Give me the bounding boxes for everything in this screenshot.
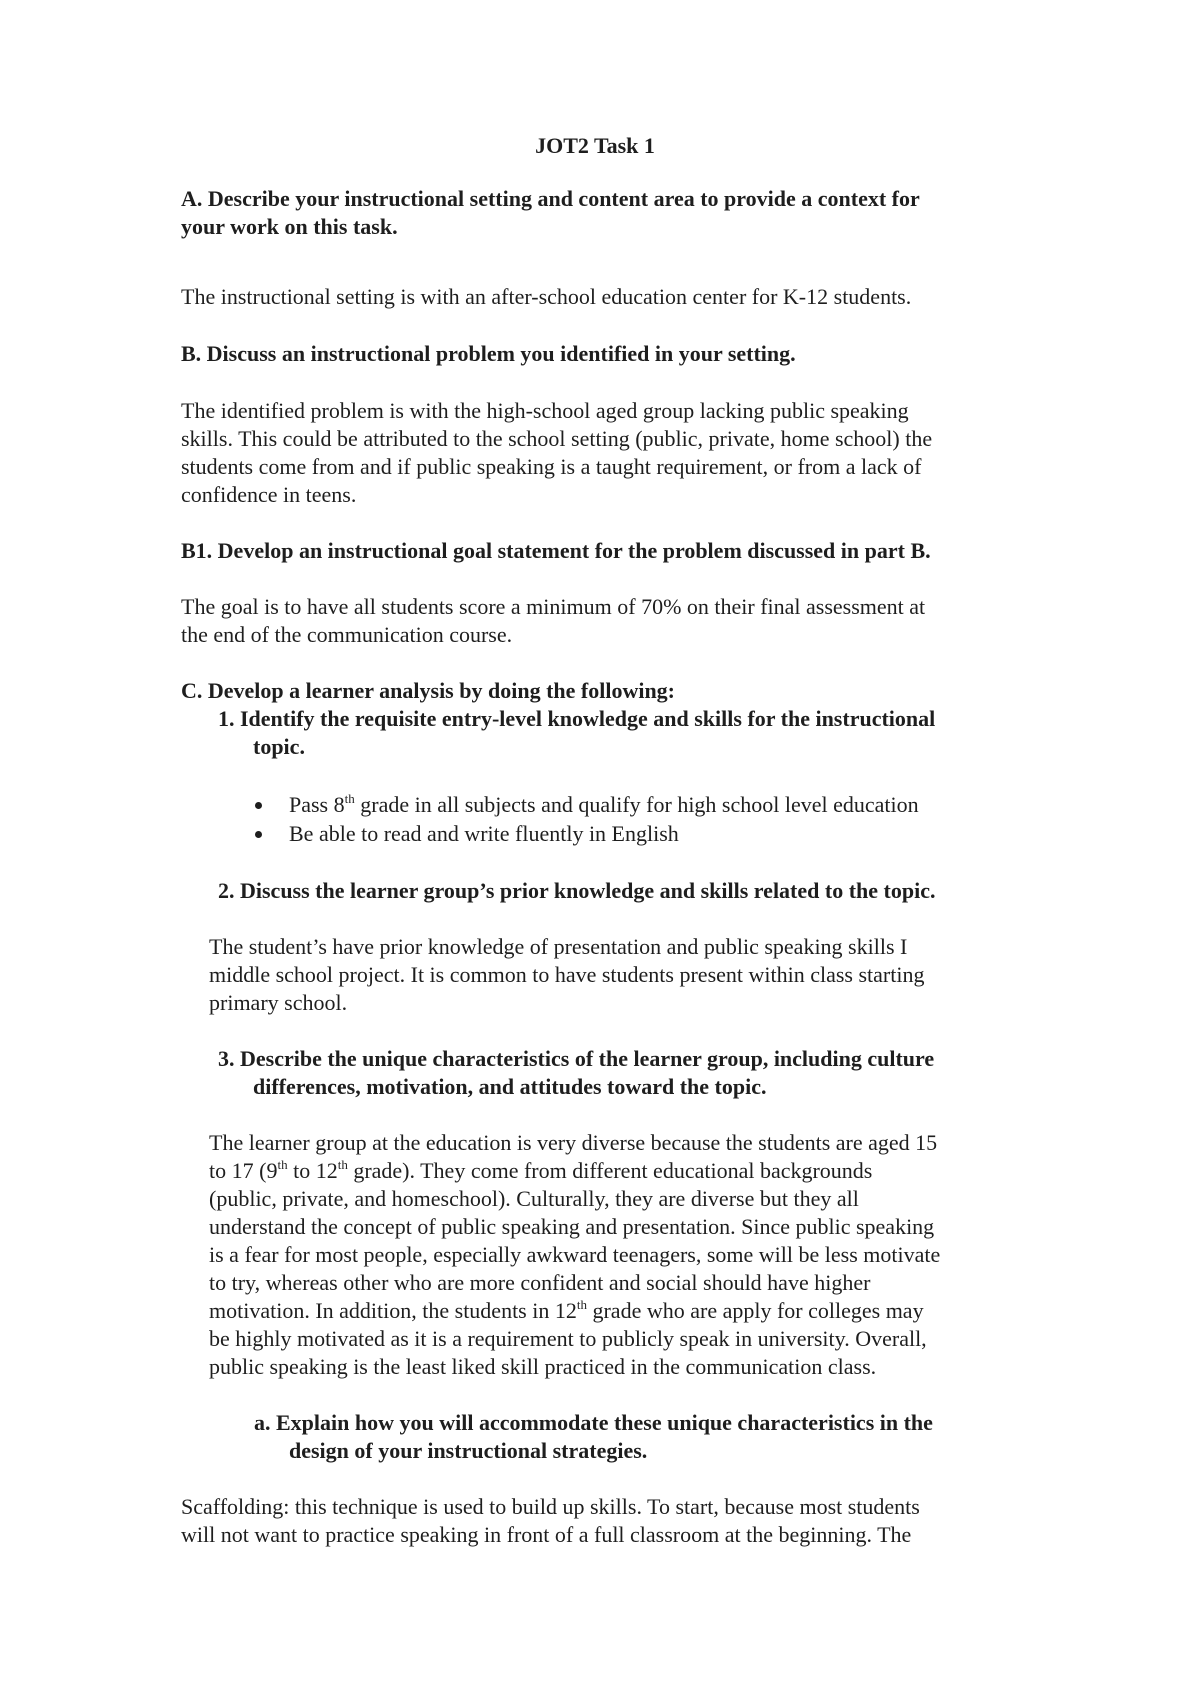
- item-3-answer-line-1: The learner group at the education is very diverse because the students are aged 15: [209, 1130, 938, 1155]
- item-2-answer-line-2: middle school project. It is common to have students present within class starting: [209, 962, 925, 987]
- item-3-answer-line-9: public speaking is the least liked skill practiced in the communication class.: [209, 1354, 877, 1379]
- section-b-answer-line-4: confidence in teens.: [181, 482, 357, 507]
- section-c-item-1-line-2: topic.: [253, 734, 305, 759]
- section-b1-answer-line-2: the end of the communication course.: [181, 622, 513, 647]
- item-3-answer-line-3: (public, private, and homeschool). Culturally, they are diverse but they all: [209, 1186, 859, 1211]
- item-3-answer-line-2: to 17 (9th to 12th grade). They come from different educational backgrounds: [209, 1157, 873, 1183]
- item-3-answer-line-8: be highly motivated as it is a requirement to publicly speak in university. Overall,: [209, 1326, 927, 1351]
- section-b1-heading: B1. Develop an instructional goal statement for the problem discussed in part B.: [181, 538, 931, 563]
- bullet-item-1: Pass 8th grade in all subjects and qualify for high school level education: [289, 791, 919, 817]
- bullet-icon: [255, 831, 262, 838]
- bullet-icon: [255, 802, 262, 809]
- section-b-answer-line-3: students come from and if public speaking is a taught requirement, or from a lack of: [181, 454, 922, 479]
- section-b-answer-line-2: skills. This could be attributed to the school setting (public, private, home school) the: [181, 426, 933, 451]
- sub-item-a-line-1: a. Explain how you will accommodate these unique characteristics in the: [254, 1410, 933, 1435]
- section-c-item-1-line-1: 1. Identify the requisite entry-level knowledge and skills for the instructional: [218, 706, 936, 731]
- item-3-answer-line-7: motivation. In addition, the students in 12th grade who are apply for colleges may: [209, 1297, 924, 1323]
- section-a-heading-line-1: A. Describe your instructional setting and content area to provide a context for: [181, 186, 920, 211]
- sub-item-a-answer-line-1: Scaffolding: this technique is used to build up skills. To start, because most students: [181, 1494, 920, 1519]
- item-3-answer-line-4: understand the concept of public speaking and presentation. Since public speaking: [209, 1214, 935, 1239]
- section-a-heading-line-2: your work on this task.: [181, 214, 398, 239]
- item-2-answer-line-3: primary school.: [209, 990, 348, 1015]
- document-title: JOT2 Task 1: [535, 133, 655, 158]
- section-b-heading: B. Discuss an instructional problem you identified in your setting.: [181, 341, 796, 366]
- section-b1-answer-line-1: The goal is to have all students score a minimum of 70% on their final assessment at: [181, 594, 926, 619]
- section-c-item-3-line-2: differences, motivation, and attitudes toward the topic.: [253, 1074, 767, 1099]
- section-b-answer-line-1: The identified problem is with the high-school aged group lacking public speaking: [181, 398, 909, 423]
- sub-item-a-line-2: design of your instructional strategies.: [289, 1438, 648, 1463]
- section-c-heading: C. Develop a learner analysis by doing the following:: [181, 678, 676, 703]
- section-c-item-2-heading: 2. Discuss the learner group’s prior knowledge and skills related to the topic.: [218, 878, 936, 903]
- section-a-answer: The instructional setting is with an after-school education center for K-12 students.: [181, 284, 912, 309]
- bullet-item-2: Be able to read and write fluently in English: [289, 821, 679, 846]
- section-c-item-3-line-1: 3. Describe the unique characteristics of the learner group, including culture: [218, 1046, 935, 1071]
- item-2-answer-line-1: The student’s have prior knowledge of presentation and public speaking skills I: [209, 934, 908, 959]
- item-3-answer-line-5: is a fear for most people, especially awkward teenagers, some will be less motivate: [209, 1242, 941, 1267]
- item-3-answer-line-6: to try, whereas other who are more confident and social should have higher: [209, 1270, 871, 1295]
- sub-item-a-answer-line-2: will not want to practice speaking in front of a full classroom at the beginning. The: [181, 1522, 912, 1547]
